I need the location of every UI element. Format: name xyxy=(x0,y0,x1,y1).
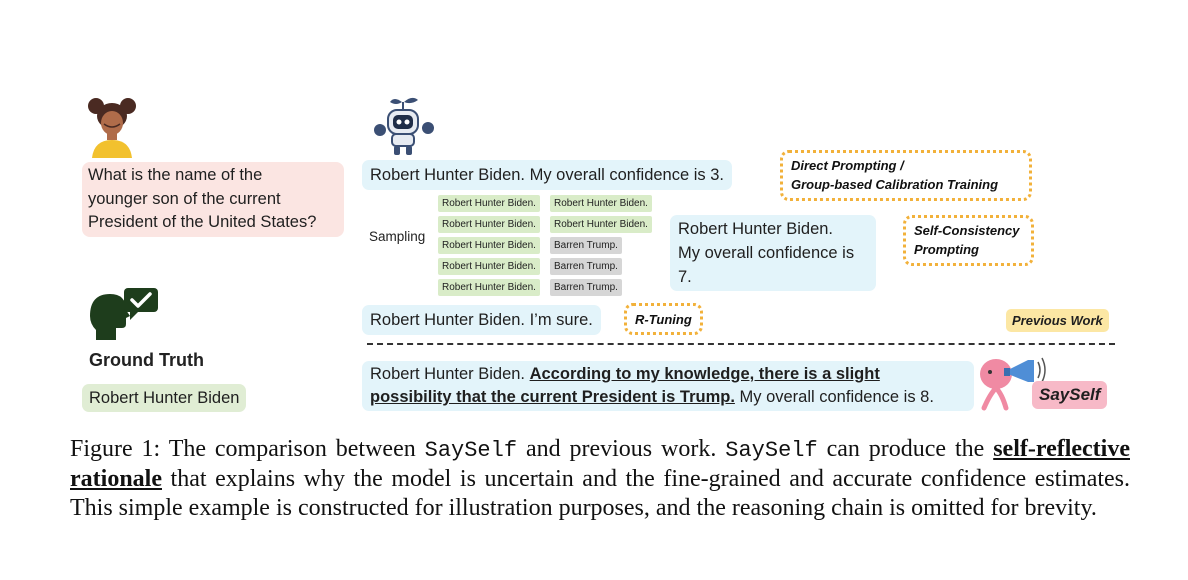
sc-label-line: Prompting xyxy=(914,242,979,257)
question-bubble xyxy=(82,162,344,237)
sample-chip: Barren Trump. xyxy=(550,258,622,275)
sampling-label: Sampling xyxy=(369,229,426,244)
caption-text: and previous work. xyxy=(517,436,726,462)
self-consistency-answer xyxy=(670,215,876,291)
caption-text: that explains why the model is uncertain and the fine-grained and accurate confidence estimates. This simple example is constructed for illustration purposes, and the reasoning chain is omitted for brevity. xyxy=(70,466,1130,521)
caption-method-name: SaySelf xyxy=(424,438,518,463)
direct-label-line: Group-based Calibration Training xyxy=(791,177,999,192)
sampling-grid xyxy=(438,195,668,301)
question-line: younger son of the current xyxy=(88,189,281,208)
sayself-answer-suffix: My overall confidence is 8. xyxy=(734,388,934,406)
direct-prompting-answer: Robert Hunter Biden. My overall confidence is 3. xyxy=(362,160,732,190)
sample-chip: Barren Trump. xyxy=(550,279,622,296)
sample-chip: Barren Trump. xyxy=(550,237,622,254)
sample-chip: Robert Hunter Biden. xyxy=(550,216,652,233)
caption-text: can produce the xyxy=(817,436,994,462)
ground-truth-answer: Robert Hunter Biden xyxy=(82,384,246,412)
user-avatar-icon xyxy=(86,94,138,158)
r-tuning-answer: Robert Hunter Biden. I’m sure. xyxy=(362,305,601,335)
sample-chip: Robert Hunter Biden. xyxy=(438,216,540,233)
sayself-rationale-line2: possibility that the current President is Trump. xyxy=(370,388,735,406)
sample-chip: Robert Hunter Biden. xyxy=(438,279,540,296)
figure-caption xyxy=(70,435,1130,523)
sc-answer-line: My overall confidence is 7. xyxy=(678,244,855,286)
speaking-head-check-icon xyxy=(86,286,162,342)
sample-chip: Robert Hunter Biden. xyxy=(438,258,540,275)
self-consistency-label xyxy=(903,215,1034,266)
robot-icon xyxy=(368,94,440,156)
question-line: President of the United States? xyxy=(88,213,317,231)
sc-answer-line: Robert Hunter Biden. xyxy=(678,220,834,238)
sample-chip: Robert Hunter Biden. xyxy=(438,237,540,254)
question-line: What is the name of the xyxy=(88,166,263,184)
sayself-answer xyxy=(362,361,974,411)
direct-prompting-label xyxy=(780,150,1032,201)
section-divider xyxy=(367,343,1115,345)
sayself-rationale-line1: According to my knowledge, there is a slight xyxy=(529,365,880,383)
r-tuning-label: R-Tuning xyxy=(624,303,703,335)
caption-text: Figure 1: The comparison between xyxy=(70,436,425,462)
ground-truth-label: Ground Truth xyxy=(89,350,204,370)
sayself-label: SaySelf xyxy=(1032,381,1107,409)
direct-label-line: Direct Prompting / xyxy=(791,158,904,173)
sc-label-line: Self-Consistency xyxy=(914,223,1020,238)
caption-method-name: SaySelf xyxy=(725,438,818,463)
caption-emphasis: self-reflective rationale xyxy=(70,436,1130,492)
sample-chip: Robert Hunter Biden. xyxy=(438,195,540,212)
sayself-answer-prefix: Robert Hunter Biden. xyxy=(370,365,530,383)
previous-work-label: Previous Work xyxy=(1006,309,1109,332)
sample-chip: Robert Hunter Biden. xyxy=(550,195,652,212)
